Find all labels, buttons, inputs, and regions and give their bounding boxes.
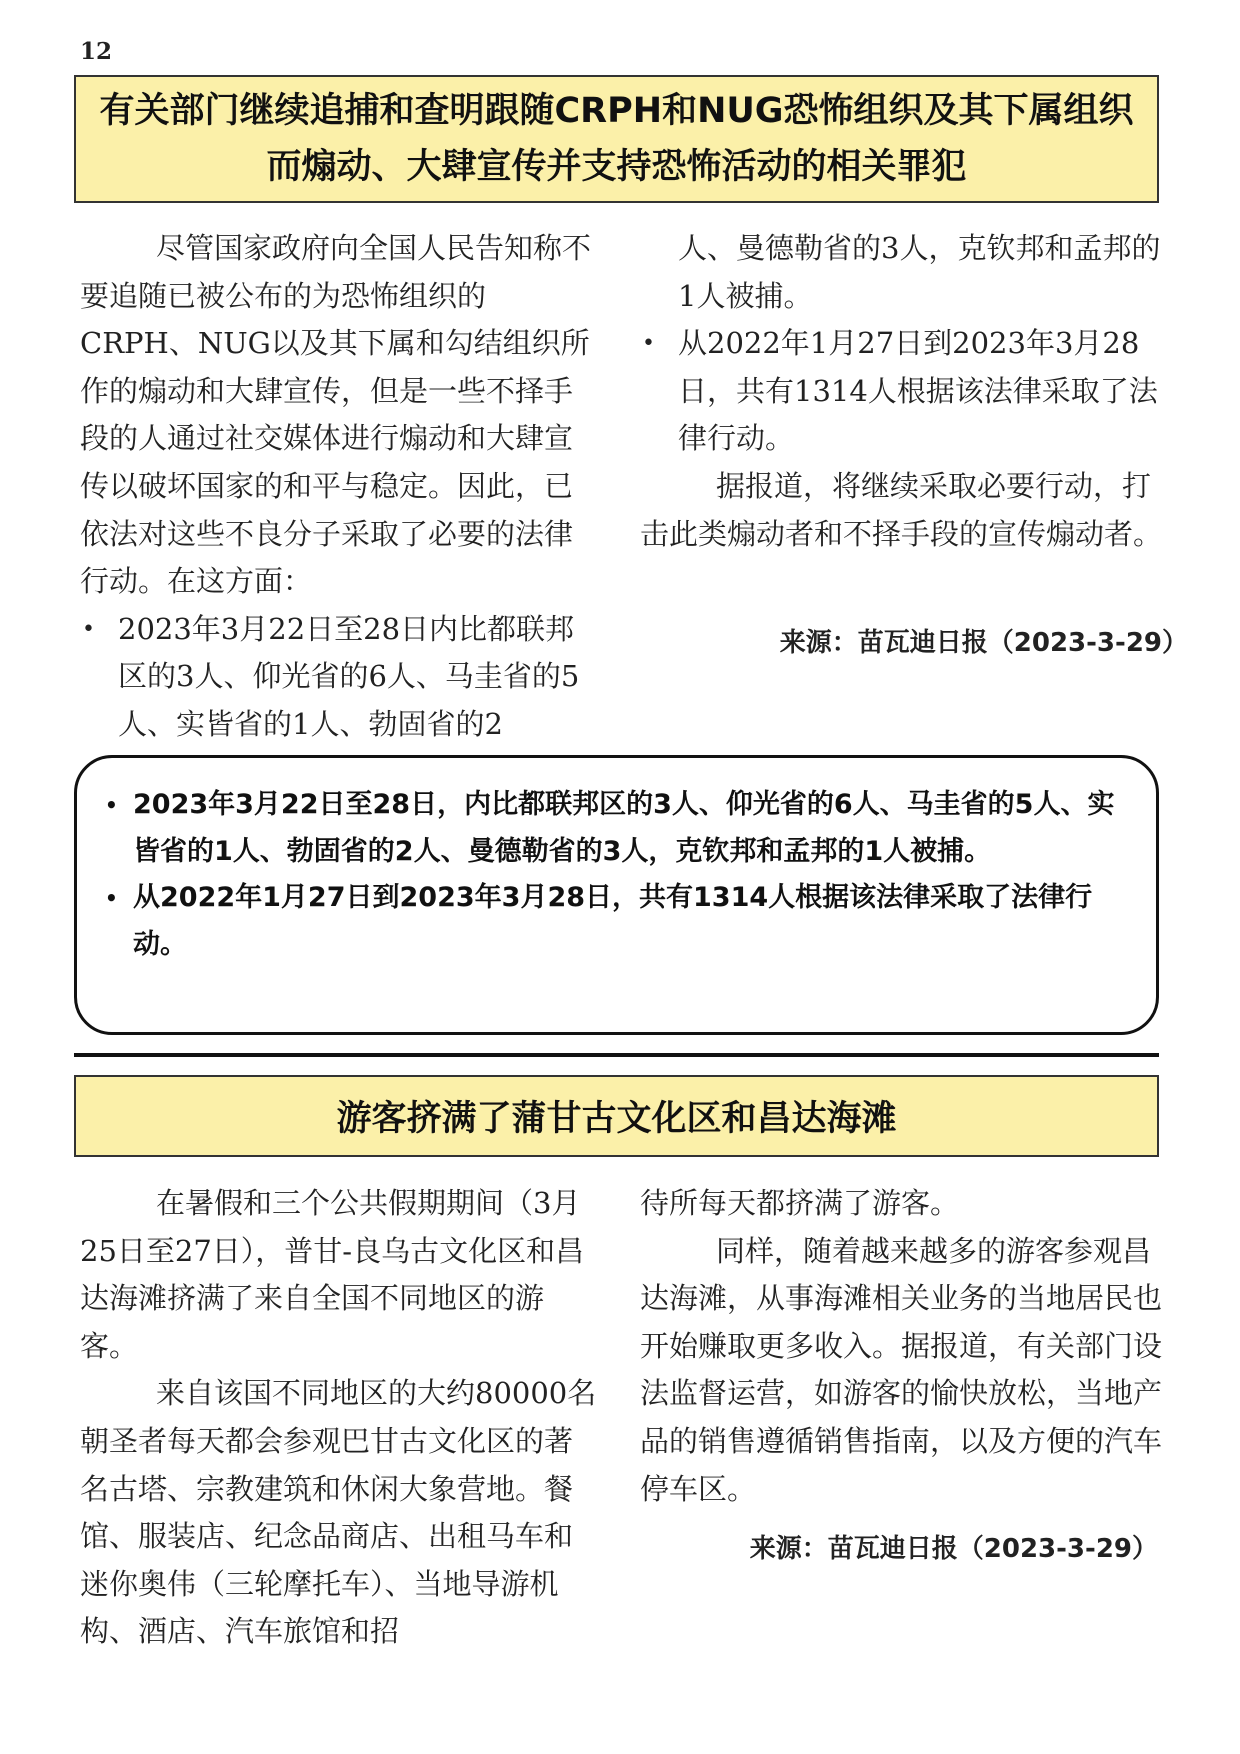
article2-source: 来源：苗瓦迪日报（2023-3-29） [749, 1534, 1158, 1564]
article1-closing: 据报道，将继续采取必要行动，打击此类煽动者和不择手段的宣传煽动者。 [640, 468, 1163, 551]
article1-left-column [80, 225, 598, 749]
bullet-dot-icon: • [105, 793, 118, 817]
article1-bullet-1 [80, 606, 598, 749]
article1-bullet-2 [640, 320, 1162, 463]
article1-title: 有关部门继续追捕和查明跟随CRPH和NUG恐怖组织及其下属组织而煽动、大肆宣传并支持恐怖活动的相关罪犯 [74, 75, 1159, 203]
highlight-bullet-2-text: 从2022年1月27日到2023年3月28日，共有1314人根据该法律采取了法律行动。 [133, 882, 1093, 960]
article2-para-1: 在暑假和三个公共假期期间（3月25日至27日），普甘-良乌古文化区和昌达海滩挤满了来自全国不同地区的游客。 [80, 1186, 585, 1363]
highlight-box [74, 755, 1159, 1035]
article1-bullet-1-continued [640, 225, 1162, 320]
article2-para-2-continued: 待所每天都挤满了游客。 [640, 1186, 960, 1220]
bullet-dot-icon: • [105, 886, 118, 910]
article1-right-column [640, 225, 1162, 558]
bullet-dot-icon: • [82, 616, 95, 642]
article2-left-column [80, 1180, 598, 1656]
highlight-bullet-2 [105, 875, 1122, 968]
article1-intro: 尽管国家政府向全国人民告知称不要追随已被公布的为恐怖组织的CRPH、NUG以及其下属和勾结组织所作的煽动和大肆宣传，但是一些不择手段的人通过社交媒体进行煽动和大肆宣传以破坏国家的和平与稳定。因此，已依法对这些不良分子采取了必要的法律行动。在这方面： [80, 231, 592, 599]
section-divider [74, 1053, 1159, 1057]
article2-right-column [640, 1180, 1162, 1513]
bullet-dot-icon: • [642, 331, 655, 357]
article2-para-3: 同样，随着越来越多的游客参观昌达海滩，从事海滩相关业务的当地居民也开始赚取更多收入。据报道，有关部门设法监督运营，如游客的愉快放松，当地产品的销售遵循销售指南，以及方便的汽车停车区。 [640, 1233, 1163, 1506]
article1-bullet-1-cont-text: 人、曼德勒省的3人，克钦邦和孟邦的1人被捕。 [678, 231, 1161, 313]
page-number: 12 [80, 38, 113, 65]
article2-para-2: 来自该国不同地区的大约80000名朝圣者每天都会参观巴甘古文化区的著名古塔、宗教建筑和休闲大象营地。餐馆、服装店、纪念品商店、出租马车和迷你奥伟（三轮摩托车）、当地导游机构、酒店、汽车旅馆和招 [80, 1376, 597, 1649]
highlight-bullet-1 [105, 782, 1122, 875]
article1-bullet-1-text: 2023年3月22日至28日内比都联邦区的3人、仰光省的6人、马圭省的5人、实皆省的1人、勃固省的2 [118, 611, 580, 741]
article2-title: 游客挤满了蒲甘古文化区和昌达海滩 [74, 1075, 1159, 1157]
highlight-bullet-1-text: 2023年3月22日至28日，内比都联邦区的3人、仰光省的6人、马圭省的5人、实皆省的1人、勃固省的2人、曼德勒省的3人，克钦邦和孟邦的1人被捕。 [133, 789, 1115, 867]
article1-bullet-2-text: 从2022年1月27日到2023年3月28日，共有1314人根据该法律采取了法律行动。 [678, 326, 1158, 456]
article1-source: 来源：苗瓦迪日报（2023-3-29） [779, 628, 1188, 658]
